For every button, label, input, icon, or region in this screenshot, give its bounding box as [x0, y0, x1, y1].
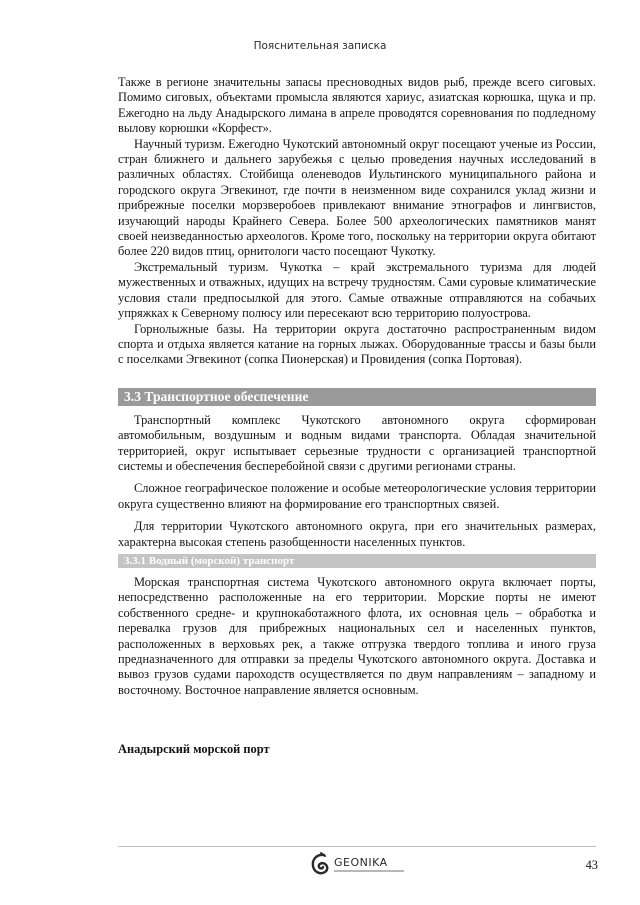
- running-header: Пояснительная записка: [253, 40, 387, 52]
- paragraph-transport-complex: Транспортный комплекс Чукотского автономного округа сформирован автомобильным, воздушным и водным видами транспорта. Обладая значительной территорией, округ испытывает серьезные трудности с организацией транспортной системы и обеспечения бесперебойной связи с другими регионами страны.: [118, 412, 596, 473]
- logo-wordmark: GEONIKA: [334, 856, 388, 869]
- geonika-logo: [310, 851, 420, 881]
- main-content: [118, 75, 596, 758]
- paragraph-scientific-tourism: Научный туризм. Ежегодно Чукотский автономный округ посещают ученые из России, стран ближнего и дальнего зарубежья с целью проведения научных исследований в различных областях. Стойбища оленеводов Иультинского муниципального района и городского округа Эгвекинот, где почти в неизменном виде сохранился уклад жизни и прибрежные поселки морзверобоев привлекают внимание этнографов и лингвистов, изучающий народы Крайнего Севера. Более 500 археологических памятников манят своей неизведанностью археологов. Кроме того, поскольку на территории округа обитают более 220 видов птиц, орнитологи часто посещают Чукотку.: [118, 136, 596, 259]
- paragraph-extreme-tourism: Экстремальный туризм. Чукотка – край экстремального туризма для людей мужественных и отважных, идущих на встречу трудностям. Сами суровые климатические условия стали предпосылкой для этого. Самые отважные отправляются на собачьих упряжках к Северному полюсу или пересекают всю территорию полуострова.: [118, 259, 596, 321]
- paragraph-ski-bases: Горнолыжные базы. На территории округа достаточно распространенным видом спорта и отдыха является катание на горных лыжах. Оборудованные трассы и базы были с поселками Эгвекинот (сопка Пионерская) и Провидения (сопка Портовая).: [118, 321, 596, 367]
- subheading-anadyr-port: Анадырский морской порт: [118, 742, 270, 757]
- paragraph-geographic-position: Сложное географическое положение и особые метеорологические условия территории округа существенно влияют на формирование его транспортных связей.: [118, 481, 596, 511]
- paragraph-maritime-system: Морская транспортная система Чукотского автономного округа включает порты, непосредственно расположенные на его территории. Морские порты не имеют собственного средне- и крупнокаботажного флота, их основная цель – обработка и перевалка грузов для прибрежных национальных сел и населенных пунктов, расположенных в верховьях рек, а также отгрузка твердого топлива и иного груза предназначенного для отправки за пределы Чукотского автономного округа. Доставка и вывоз грузов судами пароходств осуществляется по двум направлениям – западному и восточному. Восточное направление является основным.: [118, 574, 596, 697]
- section-heading-3-3: 3.3 Транспортное обеспечение: [118, 388, 596, 406]
- logo-tagline-bar: [334, 870, 404, 872]
- page-number: 43: [585, 858, 598, 872]
- geonika-logo-icon: [310, 851, 330, 877]
- paragraph-settlement-fragmentation: Для территории Чукотского автономного округа, при его значительных размерах, характерна высокая степень разобщенности населенных пунктов.: [118, 519, 596, 549]
- footer-divider: [118, 846, 596, 847]
- paragraph-fish-resources: Также в регионе значительны запасы пресноводных видов рыб, прежде всего сиговых. Помимо сиговых, объектами промысла являются хариус, азиатская корюшка, щука и пр. Ежегодно на льду Анадырского лимана в апреле проводятся соревнования по подледному вылову корюшки «Корфест».: [118, 75, 596, 136]
- section-heading-3-3-1: 3.3.1 Водный (морской) транспорт: [118, 554, 596, 568]
